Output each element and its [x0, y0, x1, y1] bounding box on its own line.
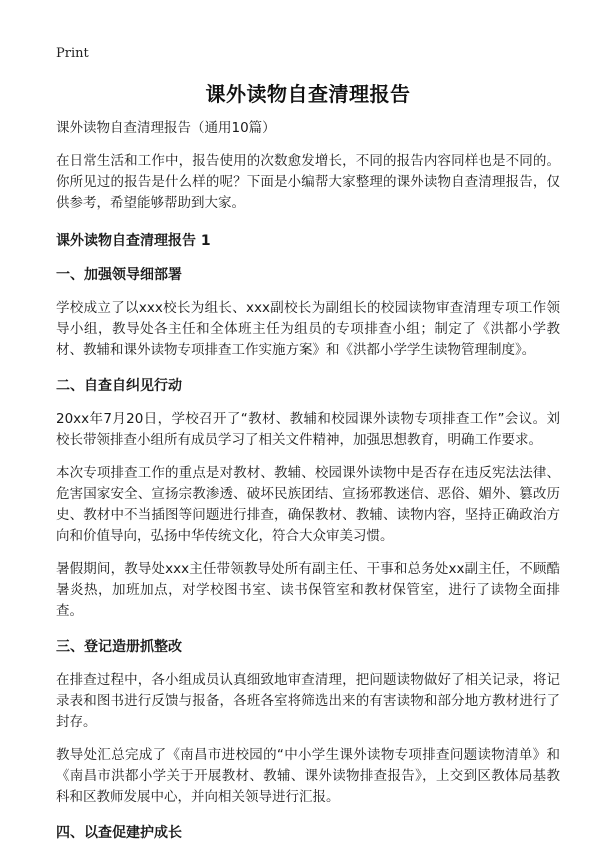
page-title: 课外读物自查清理报告 [205, 82, 411, 106]
section-2-paragraph-1: 20xx年7月20日，学校召开了“教材、教辅和校园课外读物专项排查工作”会议。刘校长带领排查小组所有成员学习了相关文件精神，加强思想教育，明确工作要求。 [56, 411, 560, 448]
document-body [56, 119, 560, 856]
document-subtitle: 课外读物自查清理报告（通用10篇） [56, 120, 276, 136]
section-2-paragraph-2: 本次专项排查工作的重点是对教材、教辅、校园课外读物中是否存在违反宪法法律、危害国家安全、宣扬宗教渗透、破坏民族团结、宣扬邪教迷信、恶俗、媚外、篡改历史、教材中不当插图等问题进行排查，确保教材、教辅、读物内容，坚持正确政治方向和价值导向，弘扬中华传统文化，符合大众审美习惯。 [56, 465, 560, 544]
report-heading: 课外读物自查清理报告 1 [56, 233, 211, 249]
section-heading-1: 一、加强领导细部署 [56, 267, 182, 283]
section-2-paragraph-3: 暑假期间，教导处xxx主任带领教导处所有副主任、干事和总务处xx副主任，不顾酷暑炎热，加班加点，对学校图书室、读书保管室和教材保管室，进行了读物全面排查。 [56, 561, 560, 619]
section-heading-3: 三、登记造册抓整改 [56, 639, 182, 655]
print-link[interactable]: Print [56, 46, 89, 61]
intro-paragraph: 在日常生活和工作中，报告使用的次数愈发增长，不同的报告内容同样也是不同的。你所见过的报告是什么样的呢？下面是小编帮大家整理的课外读物自查清理报告，仅供参考，希望能够帮助到大家。 [56, 153, 560, 211]
section-3-paragraph-1: 在排查过程中，各小组成员认真细致地审查清理，把问题读物做好了相关记录，将记录表和图书进行反馈与报备，各班各室将筛选出来的有害读物和部分地方教材进行了封存。 [56, 672, 560, 730]
section-heading-4: 四、以查促建护成长 [56, 825, 182, 841]
section-3-paragraph-2: 教导处汇总完成了《南昌市进校园的“中小学生课外读物专项排查问题读物清单》和《南昌市洪都小学关于开展教材、教辅、课外读物排查报告》，上交到区教体局基教科和区教师发展中心，并向相关领导进行汇报。 [56, 747, 560, 805]
section-1-paragraph-1: 学校成立了以xxx校长为组长、xxx副校长为副组长的校园读物审查清理专项工作领导小组，教导处各主任和全体班主任为组员的专项排查小组；制定了《洪都小学教材、教辅和课外读物专项排查工作实施方案》和《洪都小学学生读物管理制度》。 [56, 300, 560, 358]
section-heading-2: 二、自查自纠见行动 [56, 378, 182, 394]
